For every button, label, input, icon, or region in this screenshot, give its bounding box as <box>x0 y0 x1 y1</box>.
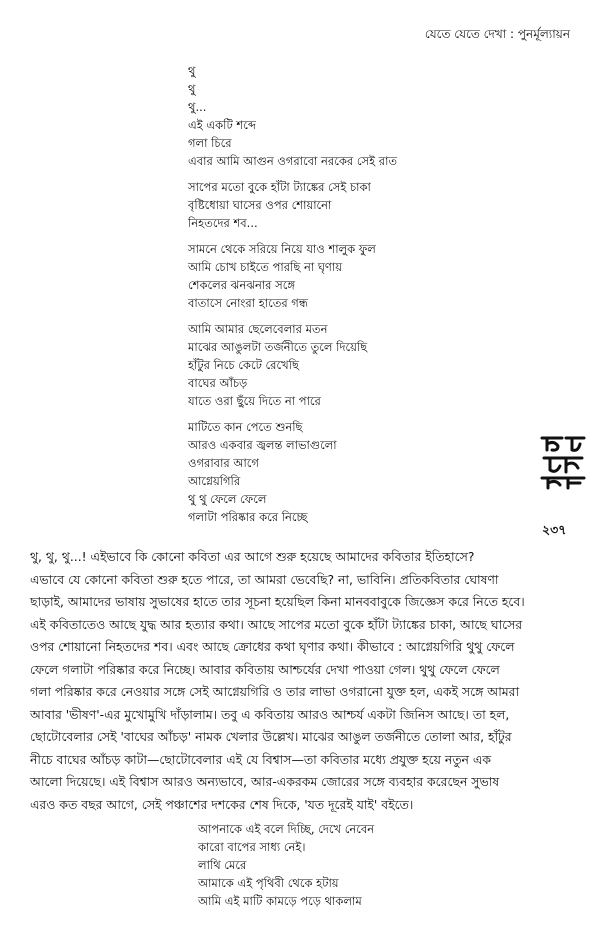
poem-line: মাটিতে কান পেতে শুনছি <box>188 420 303 434</box>
poem-line: নিহতদের শব... <box>188 216 258 230</box>
poem-line: যাতে ওরা ছুঁয়ে দিতে না পারে <box>188 394 321 408</box>
poem-line: আরও একবার জ্বলন্ত লাভাগুলো <box>188 438 337 452</box>
prose-line: ছোটোবেলার সেই 'বাঘের আঁচড়' নামক খেলার উল্লেখ। মাঝের আঙুল তর্জনীতে তোলা আর, হাঁটুর <box>30 729 512 744</box>
poem-line: এবার আমি আগুন ওগরাবো নরকের সেই রাত <box>188 154 398 168</box>
prose-line: থু, থু, থু...! এইভাবে কি কোনো কবিতা এর আগে শুরু হয়েছে আমাদের কবিতার ইতিহাসে? <box>30 549 475 564</box>
poem-line: বাঘের আঁচড় <box>188 376 248 390</box>
running-header: যেতে যেতে দেখা : পুনর্মূল্যায়ন <box>424 27 570 41</box>
poem-line: শেকলের ঝনঝনার সঙ্গে <box>188 278 295 292</box>
poem-line: আমি এই মাটি কামড়ে পড়ে থাকলাম <box>198 894 362 908</box>
poem-line: আপনাকে এই বলে দিচ্ছি, দেখে নেবেন <box>198 822 375 836</box>
poem-top <box>188 62 397 526</box>
poem-line: থু... <box>188 100 207 114</box>
prose-line: এই কবিতাতেও আছে যুদ্ধ আর হত্যার কথা। আছে সাপের মতো বুকে হাঁটা ট্যাঙ্কের চাকা, আছে ঘাসের <box>30 616 523 632</box>
prose-line: আলো দিয়েছে। এই বিশ্বাস আরও অন্যভাবে, আর-একরকম জোরের সঙ্গে ব্যবহার করেছেন সুভাষ <box>30 774 500 789</box>
poem-line: কারো বাপের সাধ্য নেই। <box>198 840 306 854</box>
poem-bottom <box>198 820 374 910</box>
poem-line: এই একটি শব্দে <box>188 118 256 132</box>
prose-line: আবার 'ভীষণ'-এর মুখোমুখি দাঁড়ালাম। তবু এ কবিতায় আরও আশ্চর্য একটা জিনিস আছে। তা হল, <box>30 706 510 722</box>
prose-line: ছাড়াই, আমাদের ভাষায় সুভাষের হাতে তার সূচনা হয়েছিল কিনা মানববাবুকে জিজ্ঞেস করে নিতে হবে। <box>30 594 525 609</box>
poem-line: ওগরাবার আগে <box>188 456 259 470</box>
poem-line: থু <box>188 82 196 96</box>
poem-line: লাথি মেরে <box>198 858 247 872</box>
prose-line: এরও কত বছর আগে, সেই পঞ্চাশের দশকের শেষ দিকে, 'যত দূরেই যাই' বইতে। <box>30 796 414 812</box>
poem-line: আগ্নেয়গিরি <box>188 474 241 488</box>
prose-line: নীচে বাঘের আঁচড় কাটা—ছোটোবেলার এই যে বিশ্বাস—তা কবিতার মধ্যে প্রযুক্ত হয়ে নতুন এক <box>30 751 491 767</box>
poem-line: থু <box>188 64 196 78</box>
poem-line: আমি আমার ছেলেবেলার মতন <box>188 322 328 336</box>
prose-line: ফেলে গলাটা পরিষ্কার করে নিচ্ছে। আবার কবিতায় আশ্চর্যের দেখা পাওয়া গেল। থুথু ফেলে ফেলে <box>30 661 500 677</box>
poem-line: আমাকে এই পৃথিবী থেকে হটায় <box>198 876 339 890</box>
poem-line: বৃষ্টিধোয়া ঘাসের ওপর শোয়ানো <box>188 198 332 212</box>
poem-line: হাঁটুর নিচে কেটে রেখেছি <box>188 358 299 372</box>
poem-line: সাপের মতো বুকে হাঁটা ট্যাঙ্কের সেই চাকা <box>188 180 371 194</box>
poem-line: গলা চিরে <box>188 136 232 150</box>
poem-line: মাঝের আঙুলটা তর্জনীতে তুলে দিয়েছি <box>188 340 368 354</box>
poem-line: আমি চোখ চাইতে পারছি না ঘৃণায় <box>188 260 342 274</box>
poem-line: বাতাসে নোংরা হাতের গন্ধ <box>188 296 308 310</box>
prose-line: এভাবে যে কোনো কবিতা শুরু হতে পারে, তা আমরা ভেবেছি? না, ভাবিনি। প্রতিকবিতার ঘোষণা <box>30 571 499 587</box>
prose-line: গলা পরিষ্কার করে নেওয়ার সঙ্গে সেই আগ্নেয়গিরি ও তার লাভা ওগরানো যুক্ত হল, একই সঙ্গে আমরা <box>30 684 520 699</box>
prose-paragraph <box>30 546 570 816</box>
page-number: ২৩৭ <box>542 522 567 537</box>
centenary-logo-icon <box>538 430 588 490</box>
prose-line: ওপর শোয়ানো নিহতদের শব। এবং আছে ক্রোধের কথা ঘৃণার কথা। কীভাবে : আগ্নেয়গিরি থুথু ফেলে <box>30 639 515 654</box>
poem-line: থু থু ফেলে ফেলে <box>188 492 267 506</box>
poem-line: সামনে থেকে সরিয়ে নিয়ে যাও শালুক ফুল <box>188 242 376 256</box>
poem-line: গলাটা পরিষ্কার করে নিচ্ছে <box>188 510 308 524</box>
